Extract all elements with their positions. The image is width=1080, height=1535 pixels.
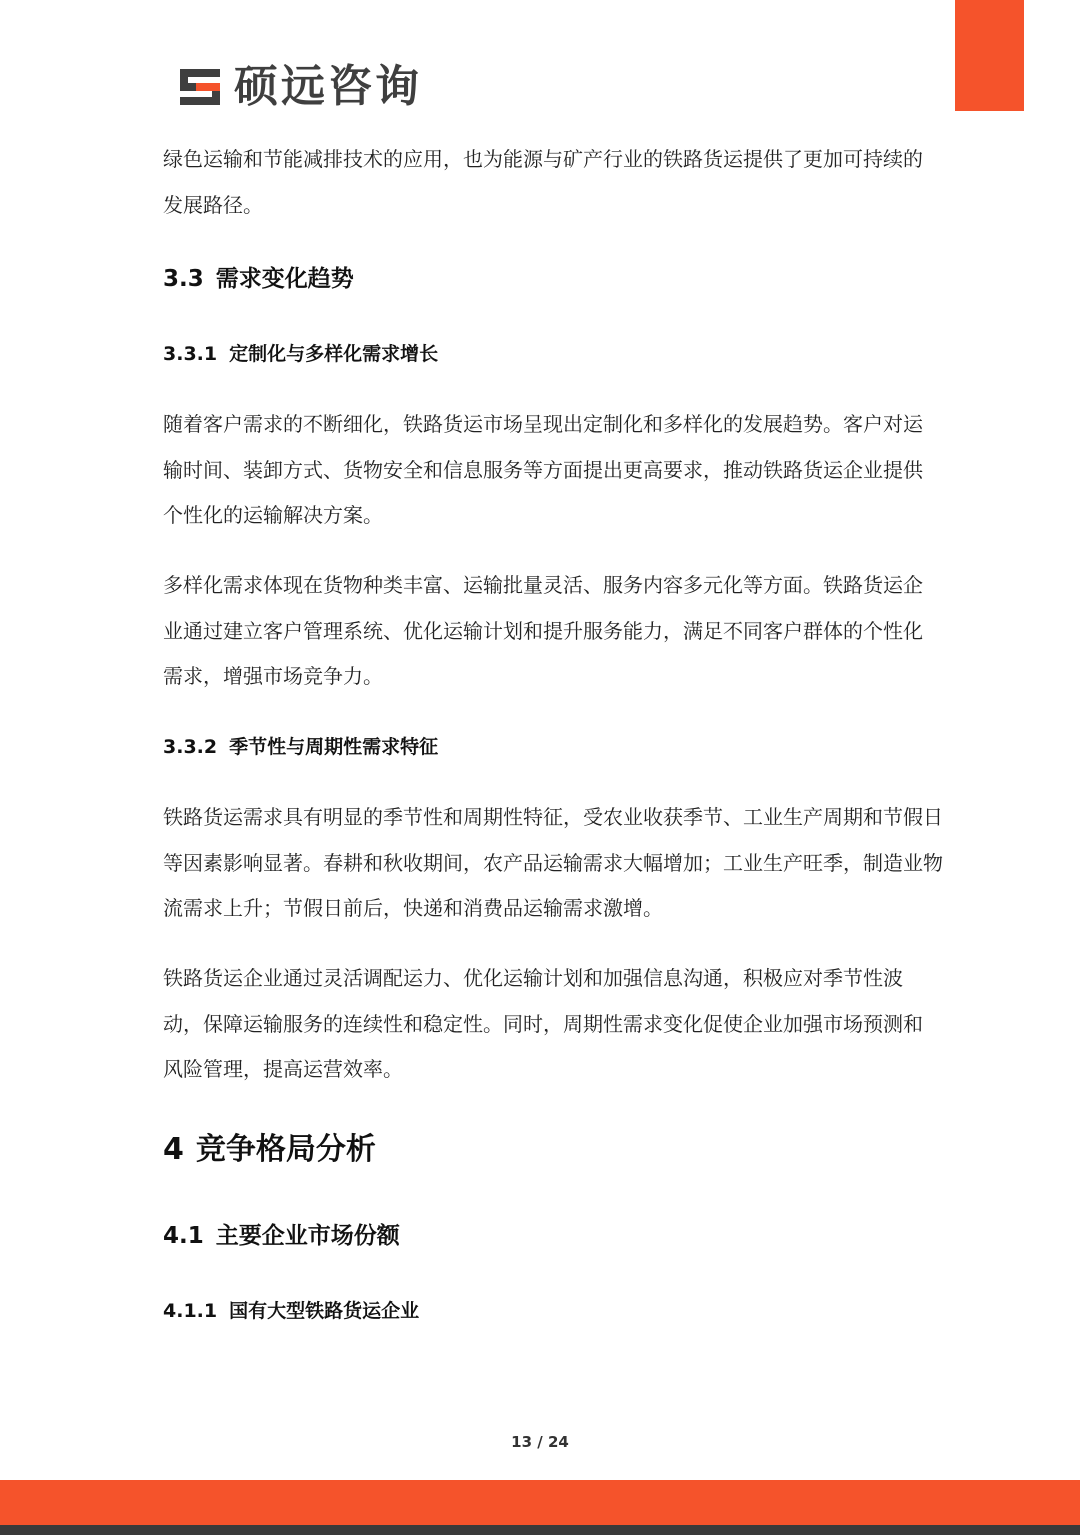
page-number: 13 / 24: [511, 1433, 569, 1451]
section-3-3-heading: [163, 264, 923, 294]
intro-paragraph: 绿色运输和节能减排技术的应用，也为能源与矿产行业的铁路货运提供了更加可持续的发展路径。: [163, 147, 923, 217]
paragraph-capacity-response: 铁路货运企业通过灵活调配运力、优化运输计划和加强信息沟通，积极应对季节性波动，保障运输服务的连续性和稳定性。同时，周期性需求变化促使企业加强市场预测和风险管理，提高运营效率。: [163, 966, 923, 1081]
section-title: 竞争格局分析: [195, 1132, 376, 1167]
section-title: 定制化与多样化需求增长: [229, 343, 439, 365]
paragraph-customization: 随着客户需求的不断细化，铁路货运市场呈现出定制化和多样化的发展趋势。客户对运输时间、装卸方式、货物安全和信息服务等方面提出更高要求，推动铁路货运企业提供个性化的运输解决方案。: [163, 412, 923, 527]
section-4-heading: [163, 1131, 923, 1169]
footer-accent-bar: [0, 1480, 1080, 1525]
section-3-3-1-heading: [163, 340, 923, 368]
section-number: 4.1: [163, 1223, 204, 1249]
brand-logo: [176, 62, 422, 112]
section-title: 主要企业市场份额: [215, 1223, 400, 1249]
section-number: 3.3.2: [163, 736, 218, 758]
section-title: 国有大型铁路货运企业: [229, 1300, 420, 1322]
section-number: 4.1.1: [163, 1300, 218, 1322]
section-title: 需求变化趋势: [215, 266, 354, 292]
section-title: 季节性与周期性需求特征: [229, 736, 439, 758]
paragraph-seasonality: 铁路货运需求具有明显的季节性和周期性特征，受农业收获季节、工业生产周期和节假日等因素影响显著。春耕和秋收期间，农产品运输需求大幅增加；工业生产旺季，制造业物流需求上升；节假日前后，快递和消费品运输需求激增。: [163, 805, 943, 920]
corner-accent-block: [955, 0, 1024, 111]
footer-dark-strip: [0, 1525, 1080, 1535]
section-4-1-1-heading: [163, 1297, 923, 1325]
section-number: 4: [163, 1132, 184, 1167]
section-number: 3.3.1: [163, 343, 218, 365]
section-3-3-2-heading: [163, 733, 923, 761]
paragraph-diversification: 多样化需求体现在货物种类丰富、运输批量灵活、服务内容多元化等方面。铁路货运企业通过建立客户管理系统、优化运输计划和提升服务能力，满足不同客户群体的个性化需求，增强市场竞争力。: [163, 573, 923, 688]
section-number: 3.3: [163, 266, 204, 292]
brand-s-logo-icon: [176, 63, 224, 111]
section-4-1-heading: [163, 1221, 923, 1251]
brand-name: 硕远咨询: [234, 61, 422, 112]
